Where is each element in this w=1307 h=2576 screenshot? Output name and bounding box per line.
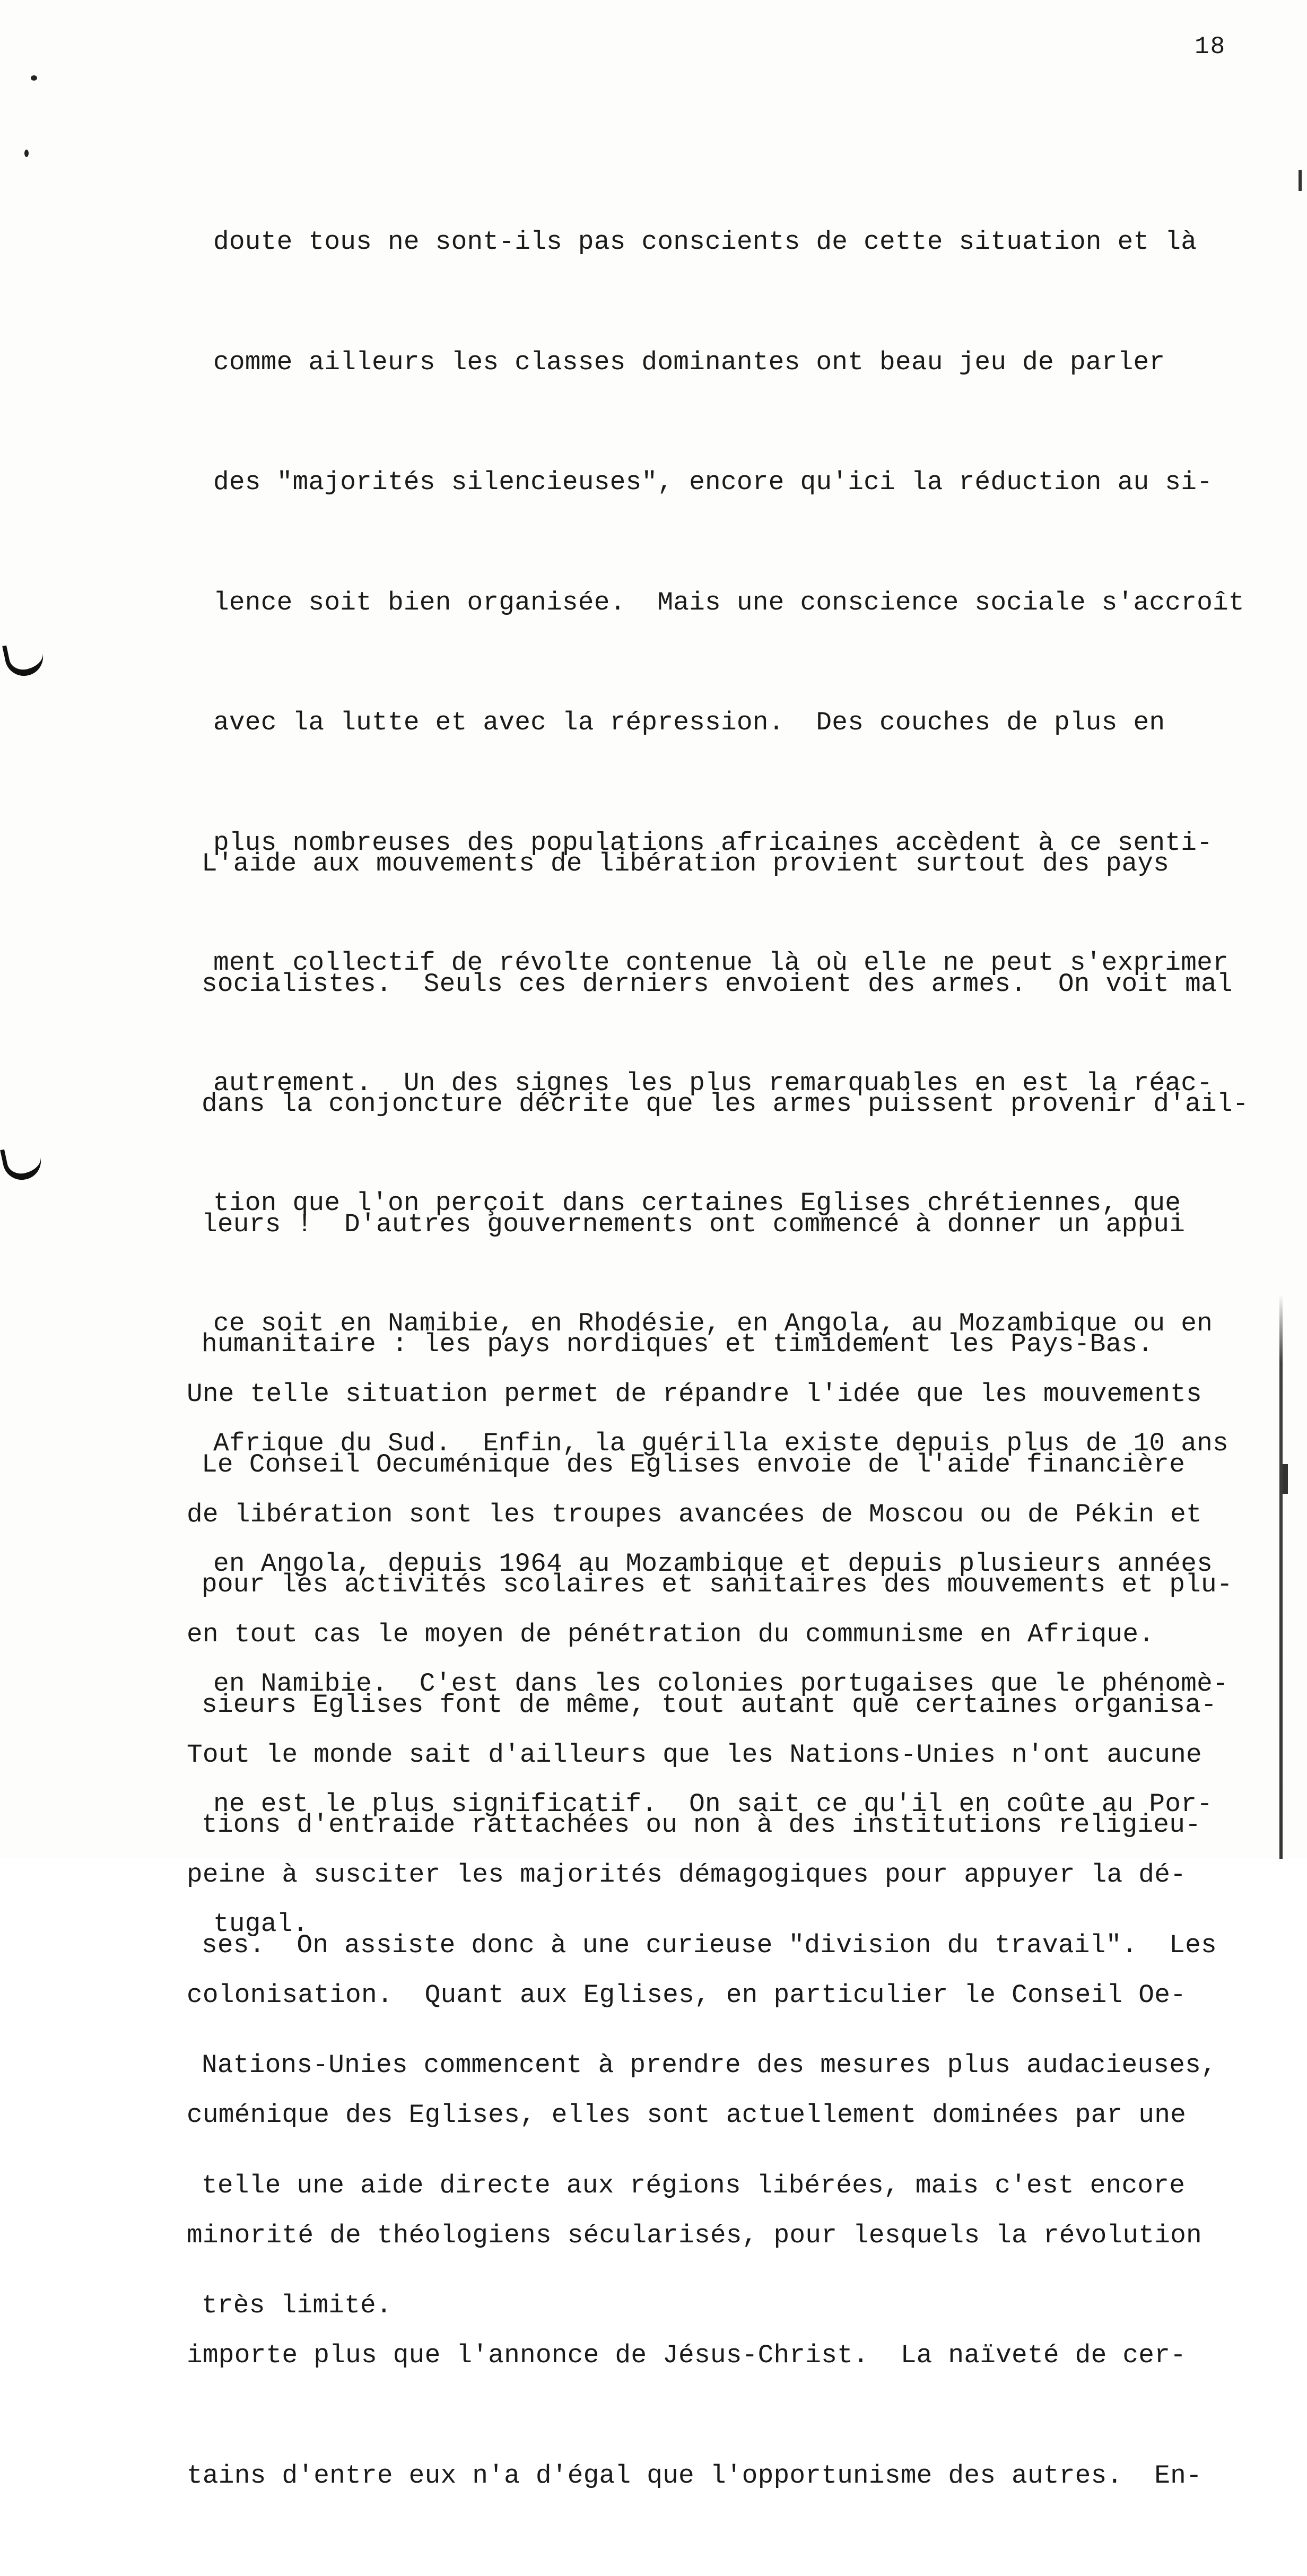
- text-line: en Angola, depuis 1964 au Mozambique et depuis plusieurs années: [213, 1548, 1213, 1579]
- text-line: telle une aide directe aux régions libérées, mais c'est encore: [202, 2170, 1186, 2200]
- page-edge-tick: [1299, 170, 1302, 191]
- text-line: en tout cas le moyen de pénétration du communisme en Afrique.: [187, 1620, 1155, 1649]
- text-line: lence soit bien organisée. Mais une conscience sociale s'accroît: [213, 587, 1244, 617]
- text-line: de libération sont les troupes avancées de Moscou ou de Pékin et: [187, 1499, 1202, 1529]
- text-line: tains d'entre eux n'a d'égal que l'opportunisme des autres. En-: [187, 2460, 1202, 2491]
- paragraph-3: [187, 1294, 1202, 2576]
- text-line: tugal.: [213, 1909, 309, 1939]
- text-line: pour les activités scolaires et sanitaires des mouvements et plu-: [202, 1570, 1233, 1599]
- punch-hole-mark: [2, 638, 47, 680]
- page-edge-tick: [1283, 1464, 1288, 1494]
- text-line: tion que l'on perçoit dans certaines Eglises chrétiennes, que: [213, 1188, 1181, 1218]
- text-line: avec la lutte et avec la répression. Des couches de plus en: [213, 708, 1165, 737]
- text-line: leurs ! D'autres gouvernements ont commencé à donner un appui: [202, 1209, 1186, 1239]
- text-line: des "majorités silencieuses", encore qu'ici la réduction au si-: [213, 467, 1213, 497]
- text-line: minorité de théologiens sécularisés, pour lesquels la révolution: [187, 2220, 1202, 2250]
- scan-mark-dot: [31, 75, 37, 81]
- text-line: autrement. Un des signes les plus remarquables en est la réac-: [213, 1068, 1213, 1098]
- text-line: importe plus que l'annonce de Jésus-Christ. La naïveté de cer-: [187, 2340, 1187, 2370]
- text-line: ment collectif de révolte contenue là où elle ne peut s'exprimer: [213, 948, 1228, 978]
- text-line: Tout le monde sait d'ailleurs que les Nations-Unies n'ont aucune: [187, 1739, 1202, 1770]
- text-line: plus nombreuses des populations africaines accèdent à ce senti-: [213, 828, 1213, 858]
- text-line: en Namibie. C'est dans les colonies portugaises que le phénomè-: [213, 1669, 1228, 1699]
- text-line: humanitaire : les pays nordiques et timidement les Pays-Bas.: [202, 1329, 1154, 1359]
- text-line: comme ailleurs les classes dominantes ont beau jeu de parler: [213, 347, 1165, 377]
- text-line: Le Conseil Oecuménique des Eglises envoie de l'aide financière: [202, 1449, 1186, 1480]
- text-line: ses. On assiste donc à une curieuse "division du travail". Les: [202, 1930, 1217, 1960]
- text-line: L'aide aux mouvements de libération provient surtout des pays: [202, 849, 1170, 878]
- page-edge-shadow: [1279, 1294, 1283, 1859]
- scan-mark-dot: [24, 150, 29, 157]
- text-line: socialistes. Seuls ces derniers envoient des armes. On voit mal: [202, 969, 1233, 999]
- page-number: 18: [1195, 33, 1226, 60]
- text-line: ce soit en Namibie, en Rhodésie, en Angola, au Mozambique ou en: [213, 1308, 1213, 1338]
- text-line: sieurs Eglises font de même, tout autant que certaines organisa-: [202, 1690, 1217, 1720]
- text-line: colonisation. Quant aux Eglises, en particulier le Conseil Oe-: [187, 1980, 1187, 2010]
- text-line: peine à susciter les majorités démagogiques pour appuyer la dé-: [187, 1860, 1187, 1890]
- text-line: très limité.: [202, 2291, 392, 2320]
- text-line: dans la conjoncture décrite que les armes puissent provenir d'ail-: [202, 1089, 1249, 1119]
- punch-hole-mark: [0, 1142, 45, 1183]
- text-line: cuménique des Eglises, elles sont actuellement dominées par une: [187, 2100, 1187, 2130]
- text-line: Une telle situation permet de répandre l'idée que les mouvements: [187, 1379, 1202, 1409]
- text-line: Afrique du Sud. Enfin, la guérilla existe depuis plus de 10 ans: [213, 1429, 1228, 1458]
- text-line: tions d'entraide rattachées ou non à des institutions religieu-: [202, 1810, 1201, 1840]
- text-line: Nations-Unies commencent à prendre des mesures plus audacieuses,: [202, 2050, 1217, 2080]
- text-line: ne est le plus significatif. On sait ce qu'il en coûte au Por-: [213, 1789, 1213, 1819]
- text-line: doute tous ne sont-ils pas conscients de cette situation et là: [213, 227, 1197, 257]
